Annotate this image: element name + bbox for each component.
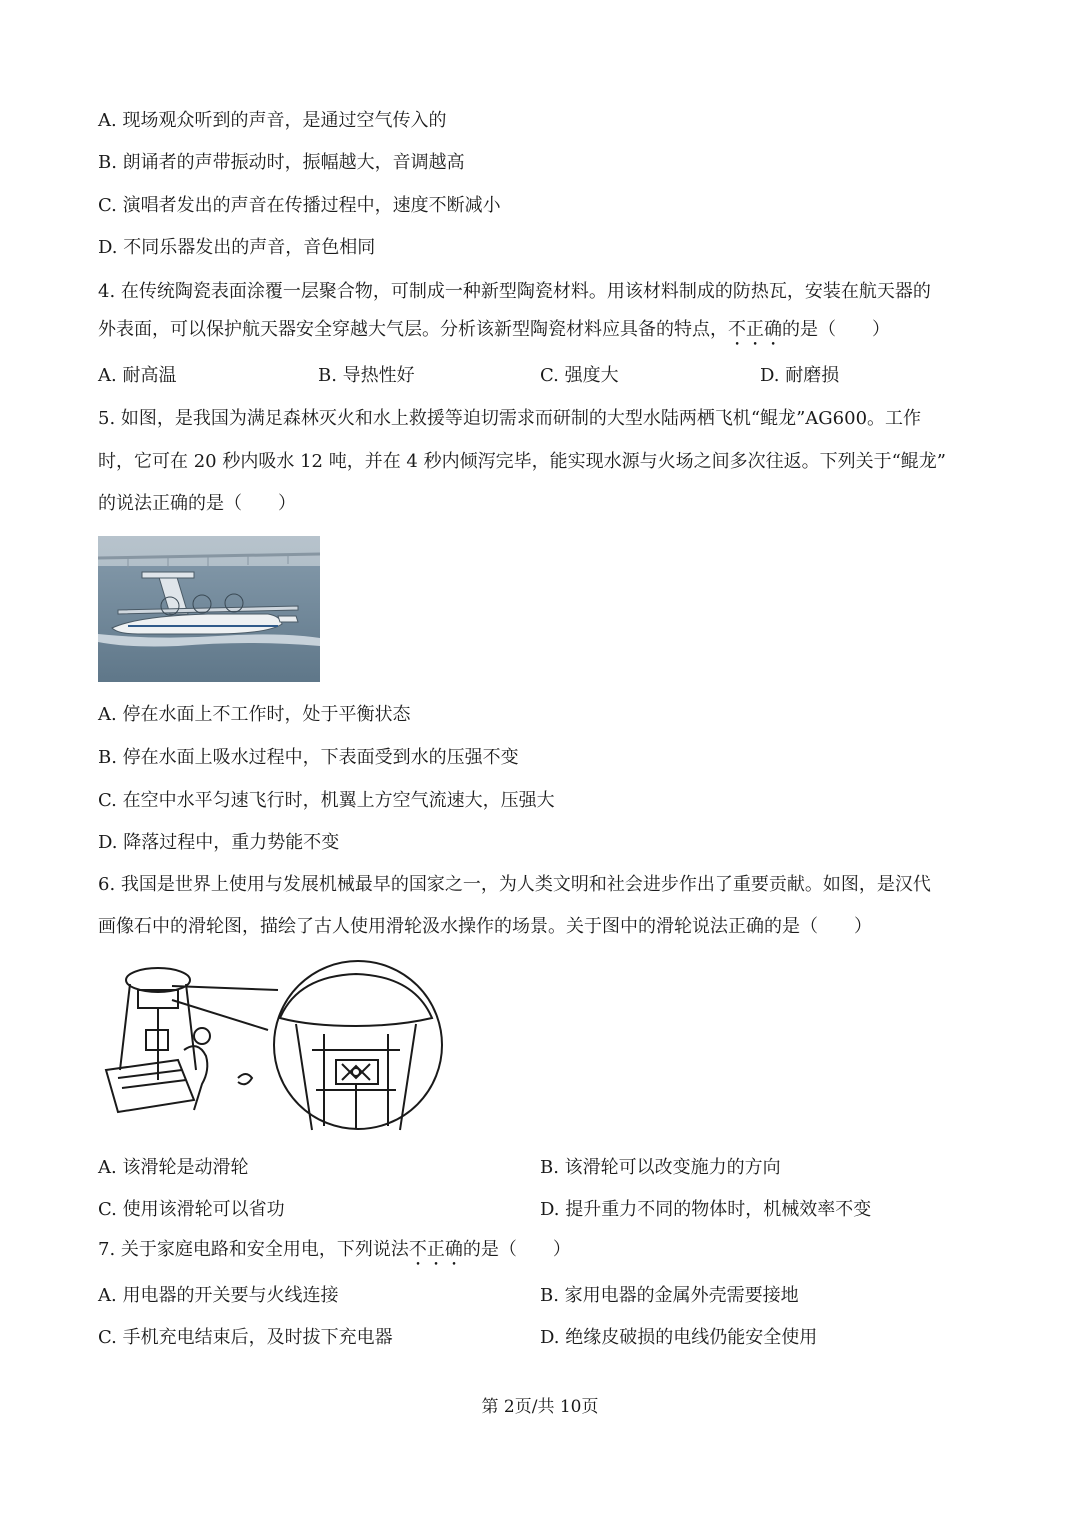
- q5-stem-line3: 的说法正确的是（ ）: [98, 493, 296, 514]
- q5-option-c: C. 在空中水平匀速飞行时，机翼上方空气流速大，压强大: [98, 790, 555, 811]
- q7-stem: [98, 1238, 571, 1270]
- q3-option-b: B. 朗诵者的声带振动时，振幅越大，音调越高: [98, 152, 465, 173]
- q5-stem-line2: 时，它可在 20 秒内吸水 12 吨，并在 4 秒内倾泻完毕，能实现水源与火场之间多次往返。下列关于“鲲龙”: [98, 451, 946, 472]
- q7-emphasis: 不正确: [408, 1239, 463, 1260]
- q3-option-d: D. 不同乐器发出的声音，音色相同: [98, 237, 376, 258]
- q4-option-d: D. 耐磨损: [760, 365, 840, 386]
- q5-option-d: D. 降落过程中，重力势能不变: [98, 832, 340, 853]
- q4-option-b: B. 导热性好: [318, 365, 415, 386]
- q6-stem-line2: 画像石中的滑轮图，描绘了古人使用滑轮汲水操作的场景。关于图中的滑轮说法正确的是（ ）: [98, 916, 872, 937]
- q6-option-c: C. 使用该滑轮可以省功: [98, 1199, 285, 1220]
- q4-emphasis: 不正确: [728, 319, 782, 340]
- q3-option-a: A. 现场观众听到的声音，是通过空气传入的: [98, 110, 447, 131]
- q4-option-c: C. 强度大: [540, 365, 619, 386]
- seaplane-photo: [98, 536, 320, 682]
- page-footer: 第 2页/共 10页: [481, 1397, 599, 1417]
- q5-option-b: B. 停在水面上吸水过程中，下表面受到水的压强不变: [98, 747, 519, 768]
- q7-option-d: D. 绝缘皮破损的电线仍能安全使用: [540, 1327, 818, 1348]
- q7-option-a: A. 用电器的开关要与火线连接: [98, 1285, 339, 1306]
- q3-option-c: C. 演唱者发出的声音在传播过程中，速度不断减小: [98, 195, 501, 216]
- pulley-drawing: [98, 960, 443, 1135]
- q6-option-d: D. 提升重力不同的物体时，机械效率不变: [540, 1199, 872, 1220]
- q6-option-a: A. 该滑轮是动滑轮: [98, 1157, 249, 1178]
- q6-option-b: B. 该滑轮可以改变施力的方向: [540, 1157, 781, 1178]
- q6-stem-line1: 6. 我国是世界上使用与发展机械最早的国家之一，为人类文明和社会进步作出了重要贡献。如图，是汉代: [98, 874, 931, 895]
- q7-option-b: B. 家用电器的金属外壳需要接地: [540, 1285, 799, 1306]
- q4-stem-line2: [98, 318, 890, 350]
- q4-option-a: A. 耐高温: [98, 365, 177, 386]
- q5-stem-line1: 5. 如图，是我国为满足森林灭火和水上救援等迫切需求而研制的大型水陆两栖飞机“鲲龙”AG600。工作: [98, 408, 922, 429]
- q4-stem-tail: 的是（ ）: [782, 319, 890, 340]
- q5-option-a: A. 停在水面上不工作时，处于平衡状态: [98, 704, 411, 725]
- q4-stem-line1: 4. 在传统陶瓷表面涂覆一层聚合物，可制成一种新型陶瓷材料。用该材料制成的防热瓦，安装在航天器的: [98, 281, 931, 302]
- q7-stem-tail: 的是（ ）: [462, 1239, 571, 1260]
- q7-stem-text: 7. 关于家庭电路和安全用电，下列说法: [98, 1239, 409, 1260]
- q4-stem-text: 外表面，可以保护航天器安全穿越大气层。分析该新型陶瓷材料应具备的特点，: [98, 319, 728, 340]
- q7-option-c: C. 手机充电结束后，及时拔下充电器: [98, 1327, 393, 1348]
